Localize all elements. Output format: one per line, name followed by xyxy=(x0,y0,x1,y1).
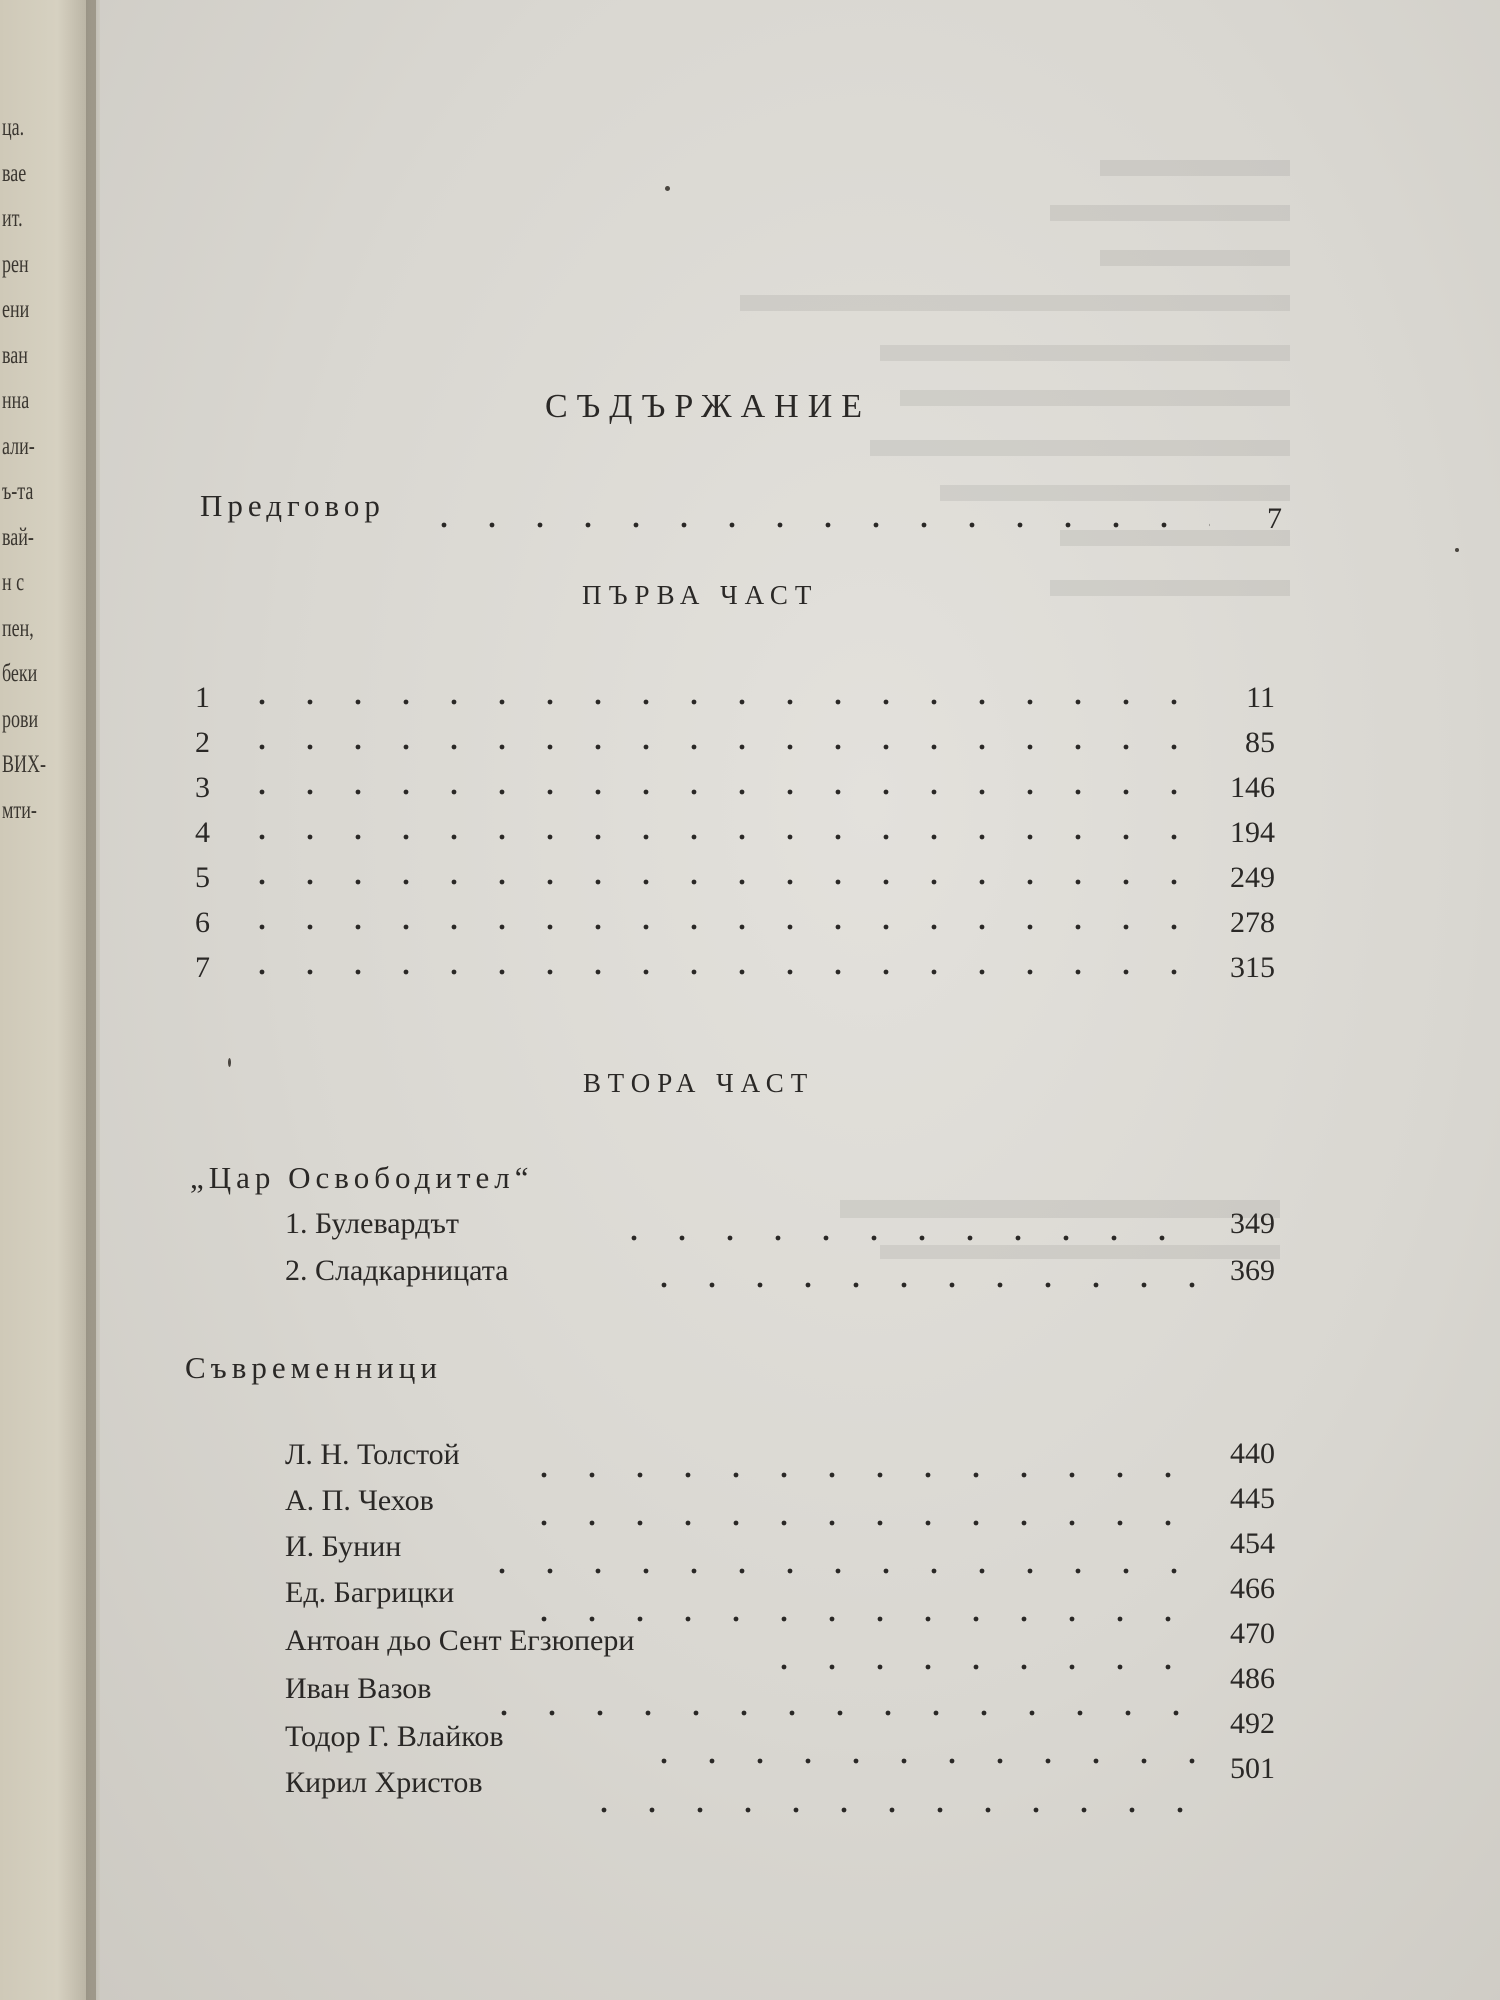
left-fragment: ъ-та xyxy=(2,478,34,505)
contemporary-page: 466 xyxy=(1230,1572,1275,1605)
contemporary-page: 470 xyxy=(1230,1617,1275,1650)
show-through-line xyxy=(870,440,1290,456)
left-fragment: ВИХ- xyxy=(2,751,46,778)
left-fragment: вае xyxy=(2,159,27,187)
show-through-line xyxy=(900,390,1290,406)
show-through-line xyxy=(1100,250,1290,266)
toc-entry-preface-label: Предговор xyxy=(200,488,385,523)
leader-dots xyxy=(258,832,1198,842)
paper-speck xyxy=(228,1058,231,1067)
chapter-page: 278 xyxy=(1230,906,1275,939)
part-two-heading: ВТОРА ЧАСТ xyxy=(583,1068,815,1098)
contemporary-page: 445 xyxy=(1230,1482,1275,1515)
part-one-heading: ПЪРВА ЧАСТ xyxy=(582,580,819,610)
show-through-line xyxy=(940,485,1290,501)
paper-speck xyxy=(665,186,670,191)
contemporary-label: Тодор Г. Влайков xyxy=(285,1720,504,1753)
left-fragment: ени xyxy=(2,296,30,323)
chapter-page: 11 xyxy=(1246,681,1275,714)
chapter-page: 85 xyxy=(1245,726,1275,759)
contemporary-page: 454 xyxy=(1230,1527,1275,1560)
contemporary-page: 501 xyxy=(1230,1752,1275,1785)
leader-dots xyxy=(258,742,1198,752)
chapter-page: 315 xyxy=(1230,951,1275,984)
left-page-text-column xyxy=(2,105,46,833)
leader-dots xyxy=(540,1518,1198,1528)
contemporary-label: Антоан дьо Сент Егзюпери xyxy=(285,1624,635,1657)
left-fragment: беки xyxy=(2,660,38,687)
chapter-page: 146 xyxy=(1230,771,1275,804)
leader-dots xyxy=(540,1614,1198,1624)
leader-dots xyxy=(660,1280,1198,1290)
toc-title: СЪДЪРЖАНИЕ xyxy=(545,388,872,425)
leader-dots xyxy=(440,520,1210,530)
left-fragment: ца. xyxy=(2,114,25,141)
leader-dots xyxy=(500,1708,1198,1718)
show-through-line xyxy=(880,345,1290,361)
chapter-label: 2 xyxy=(195,726,210,759)
contemporary-page: 486 xyxy=(1230,1662,1275,1695)
left-fragment: али- xyxy=(2,432,35,460)
leader-dots xyxy=(498,1566,1198,1576)
leader-dots xyxy=(258,787,1198,797)
contemporary-page: 492 xyxy=(1230,1707,1275,1740)
show-through-line xyxy=(740,295,1290,311)
leader-dots xyxy=(630,1233,1198,1243)
left-fragment: вай- xyxy=(2,523,34,551)
section-contemporaries-heading: Съвременници xyxy=(185,1350,442,1385)
left-fragment: пен, xyxy=(2,614,34,642)
show-through-line xyxy=(1100,160,1290,176)
contemporary-label: Ед. Багрицки xyxy=(285,1576,455,1609)
left-fragment: мти- xyxy=(2,796,37,824)
chapter-label: 7 xyxy=(195,951,210,984)
contemporary-label: А. П. Чехов xyxy=(285,1484,434,1517)
contemporary-label: И. Бунин xyxy=(285,1530,402,1563)
chapter-label: 6 xyxy=(195,906,210,939)
contemporary-label: Иван Вазов xyxy=(285,1672,432,1705)
left-fragment: нна xyxy=(2,387,30,414)
chapter-page: 249 xyxy=(1230,861,1275,894)
leader-dots xyxy=(540,1470,1198,1480)
left-fragment: рен xyxy=(2,250,29,278)
chapter-label: 3 xyxy=(195,771,210,804)
leader-dots xyxy=(600,1805,1198,1815)
leader-dots xyxy=(258,967,1198,977)
leader-dots xyxy=(258,697,1198,707)
contemporary-label: Л. Н. Толстой xyxy=(285,1438,460,1471)
contemporary-label: Кирил Христов xyxy=(285,1766,483,1799)
section-item-label: 1. Булевардът xyxy=(285,1207,460,1240)
contemporary-page: 440 xyxy=(1230,1437,1275,1470)
left-fragment: ит. xyxy=(2,205,23,232)
leader-dots xyxy=(780,1662,1198,1672)
show-through-line xyxy=(1050,205,1290,221)
left-fragment: рови xyxy=(2,705,39,733)
left-fragment: ван xyxy=(2,341,28,369)
chapter-page: 194 xyxy=(1230,816,1275,849)
left-page-edge xyxy=(0,0,96,2000)
section-item-label: 2. Сладкарницата xyxy=(285,1254,509,1287)
leader-dots xyxy=(258,877,1198,887)
chapter-label: 4 xyxy=(195,816,210,849)
section-item-page: 369 xyxy=(1230,1254,1275,1287)
show-through-line xyxy=(1050,580,1290,596)
chapter-label: 5 xyxy=(195,861,210,894)
chapter-label: 1 xyxy=(195,681,210,714)
toc-entry-preface-page: 7 xyxy=(1267,502,1282,535)
left-fragment: н с xyxy=(2,569,25,596)
leader-dots xyxy=(660,1756,1198,1766)
section-item-page: 349 xyxy=(1230,1207,1275,1240)
section-tsar-heading: „Цар Освободител“ xyxy=(190,1160,534,1195)
paper-speck xyxy=(1455,548,1459,552)
leader-dots xyxy=(258,922,1198,932)
